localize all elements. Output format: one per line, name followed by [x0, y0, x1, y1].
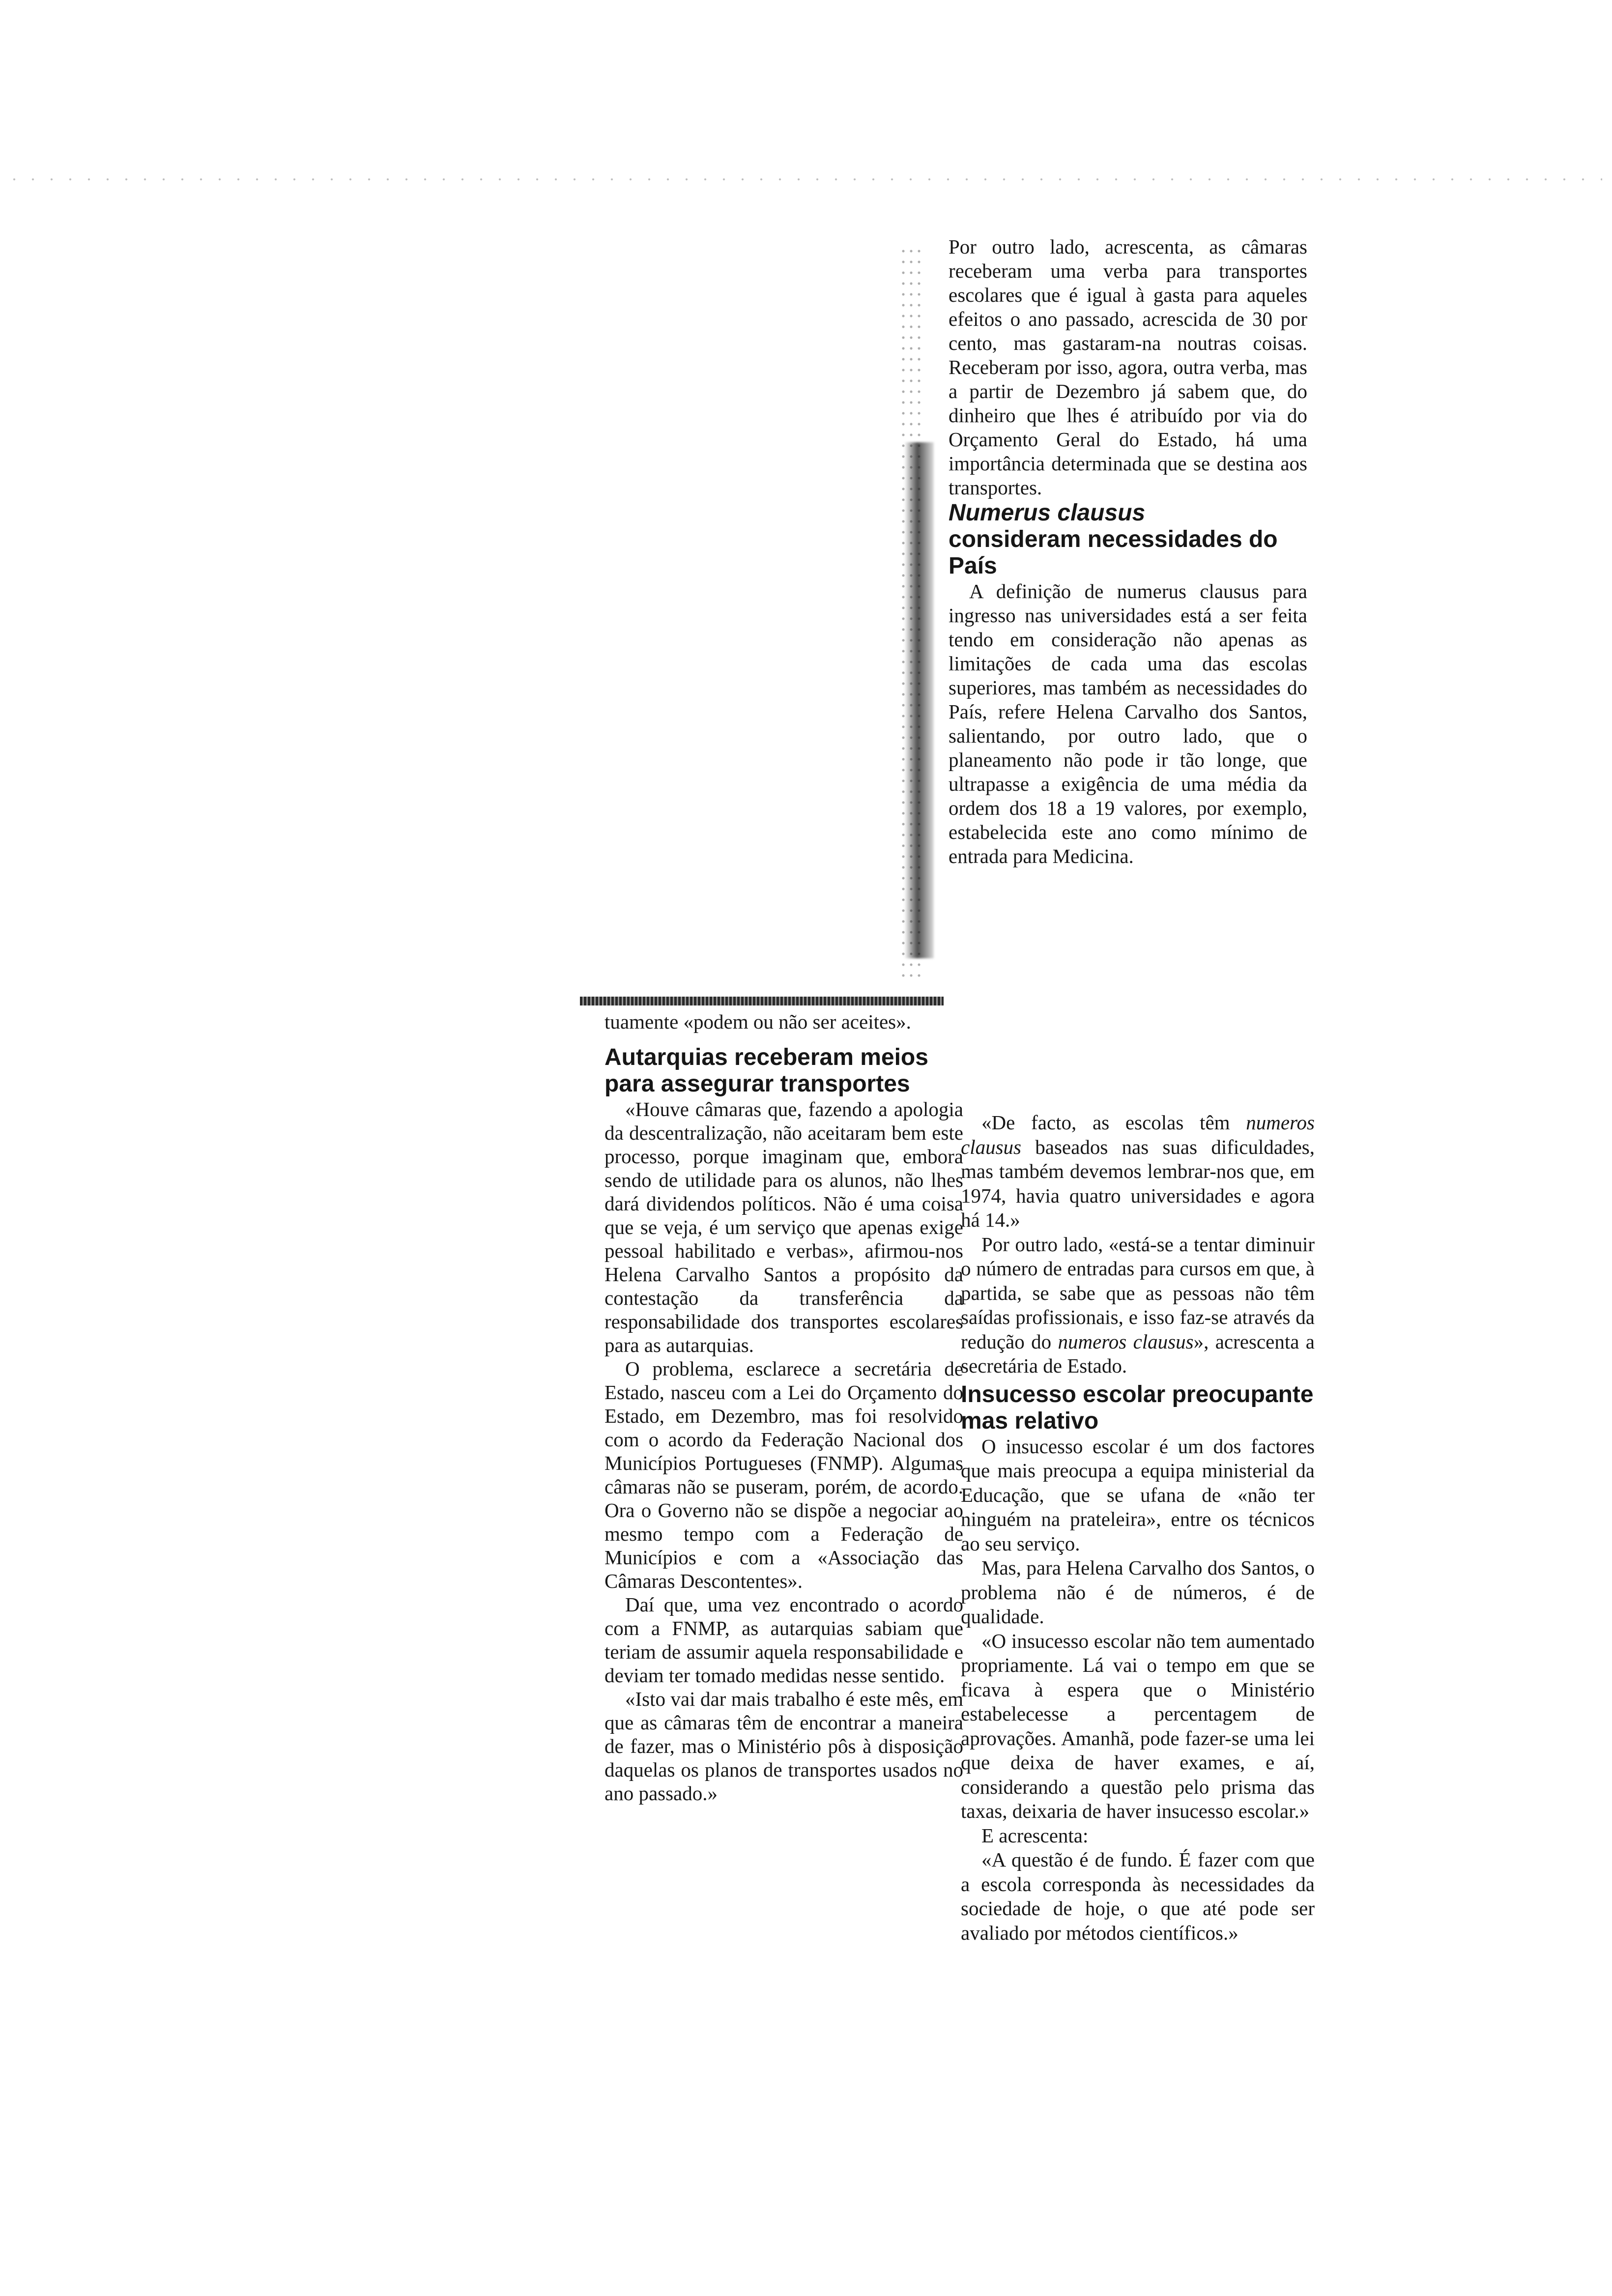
- paragraph-insucesso-aumentado: «O insucesso escolar não tem aumentado propriamente. Lá vai o tempo em que se ficava à espera que o Ministério estabelecesse a percentagem de aprovações. Amanhã, pode fazer-se uma lei que deixa de haver exames, e aí, considerando a questão pelo prisma das taxas, deixaria de haver insucesso escolar.»: [961, 1629, 1315, 1822]
- text-run: Por outro lado, «está-se a tentar diminuir o número de entradas para cursos em que, à partida, se sabe que as pessoas não têm saídas profissionais, e isso faz-se através da redução do: [961, 1233, 1315, 1353]
- paragraph-escolas-numerus: [961, 1111, 1315, 1233]
- paragraph-continuation: tuamente «podem ou não ser aceites».: [604, 1010, 911, 1033]
- text-run: baseados nas suas dificuldades, mas também devemos lembrar-nos que, em 1974, havia quatro universidades e agora há 14.»: [961, 1135, 1315, 1231]
- subheading-numerus-clausus: [949, 500, 1307, 579]
- subheading-rest: consideram necessidades do País: [949, 526, 1278, 579]
- clipping-edge-shadow: [904, 442, 934, 958]
- paragraph-acordo-fnmp: Daí que, uma vez encontrado o acordo com a FNMP, as autarquias sabiam que teriam de assumir aquela responsabilidade e deviam ter tomado medidas nesse sentido.: [604, 1593, 963, 1687]
- text-run-italic: numeros clausus: [1058, 1330, 1194, 1353]
- article-column-right: [961, 1111, 1315, 1945]
- paragraph-acrescenta: E acrescenta:: [981, 1824, 1089, 1847]
- subheading-autarquias: Autarquias receberam meios para assegurar transportes: [604, 1044, 928, 1097]
- paragraph-trabalho-mes: «Isto vai dar mais trabalho é este mês, em que as câmaras têm de encontrar a maneira de fazer, mas o Ministério pôs à disposição daquelas os planos de transportes usados no ano passado.»: [604, 1688, 963, 1805]
- subheading-italic-part: Numerus clausus: [949, 500, 1146, 526]
- article-column-right-top: [949, 235, 1307, 868]
- paragraph-insucesso-factores: O insucesso escolar é um dos factores que mais preocupa a equipa ministerial da Educação, que se ufana de «não ter ninguém na prateleira», entre os técnicos ao seu serviço.: [961, 1435, 1315, 1555]
- paragraph-questao-fundo: «A questão é de fundo. É fazer com que a escola corresponda às necessidades da sociedade de hoje, o que até pode ser avaliado por métodos científicos.»: [961, 1848, 1315, 1944]
- paragraph-helena-qualidade: Mas, para Helena Carvalho dos Santos, o problema não é de números, é de qualidade.: [961, 1556, 1315, 1628]
- paragraph-definicao-numerus: A definição de numerus clausus para ingresso nas universidades está a ser feita tendo em consideração não apenas as limitações de cada uma das escolas superiores, mas também as necessidades do País, refere Helena Carvalho dos Santos, salientando, por outro lado, que o planeamento não pode ir tão longe, que ultrapasse a exigência de uma média da ordem dos 18 a 19 valores, por exemplo, estabelecida este ano como mínimo de entrada para Medicina.: [949, 580, 1307, 867]
- text-run: », acrescenta a secretária de Estado.: [961, 1330, 1315, 1377]
- column-separator-rule: [580, 997, 944, 1005]
- text-run: «De facto, as escolas têm: [981, 1111, 1246, 1134]
- scan-noise-line: [5, 174, 1602, 184]
- paragraph-camaras-descentralizacao: «Houve câmaras que, fazendo a apologia da descentralização, não aceitaram bem este processo, porque imaginam que, embora sendo de utilidade para os alunos, não lhes dará dividendos políticos. Não é uma coisa que se veja, é um serviço que apenas exige pessoal habilitado e verbas», afirmou-nos Helena Carvalho Santos a propósito da contestação da transferência da responsabilidade dos transportes escolares para as autarquias.: [604, 1098, 963, 1356]
- text-run-italic: numeros clausus: [961, 1111, 1315, 1158]
- article-column-left: [604, 1010, 963, 1805]
- subheading-insucesso: Insucesso escolar preocupante mas relativo: [961, 1381, 1314, 1434]
- paragraph-problema-orcamento: O problema, esclarece a secretária de Estado, nasceu com a Lei do Orçamento do Estado, em Dezembro, mas foi resolvido com o acordo da Federação Nacional dos Municípios Portugueses (FNMP). Algumas câmaras não se puseram, porém, de acordo. Ora o Governo não se dispõe a negociar ao mesmo tempo com a Federação de Municípios e com a «Associação das Câmaras Descontentes».: [604, 1357, 963, 1592]
- paragraph-diminuir-entradas: [961, 1233, 1315, 1378]
- paragraph-camaras-verba: Por outro lado, acrescenta, as câmaras receberam uma verba para transportes escolares que é igual à gasta para aqueles efeitos o ano passado, acrescida de 30 por cento, mas gastaram-na noutras coisas. Receberam por isso, agora, outra verba, mas a partir de Dezembro já sabem que, do dinheiro que lhes é atribuído por via do Orçamento Geral do Estado, há uma importância determinada que se destina aos transportes.: [949, 235, 1307, 499]
